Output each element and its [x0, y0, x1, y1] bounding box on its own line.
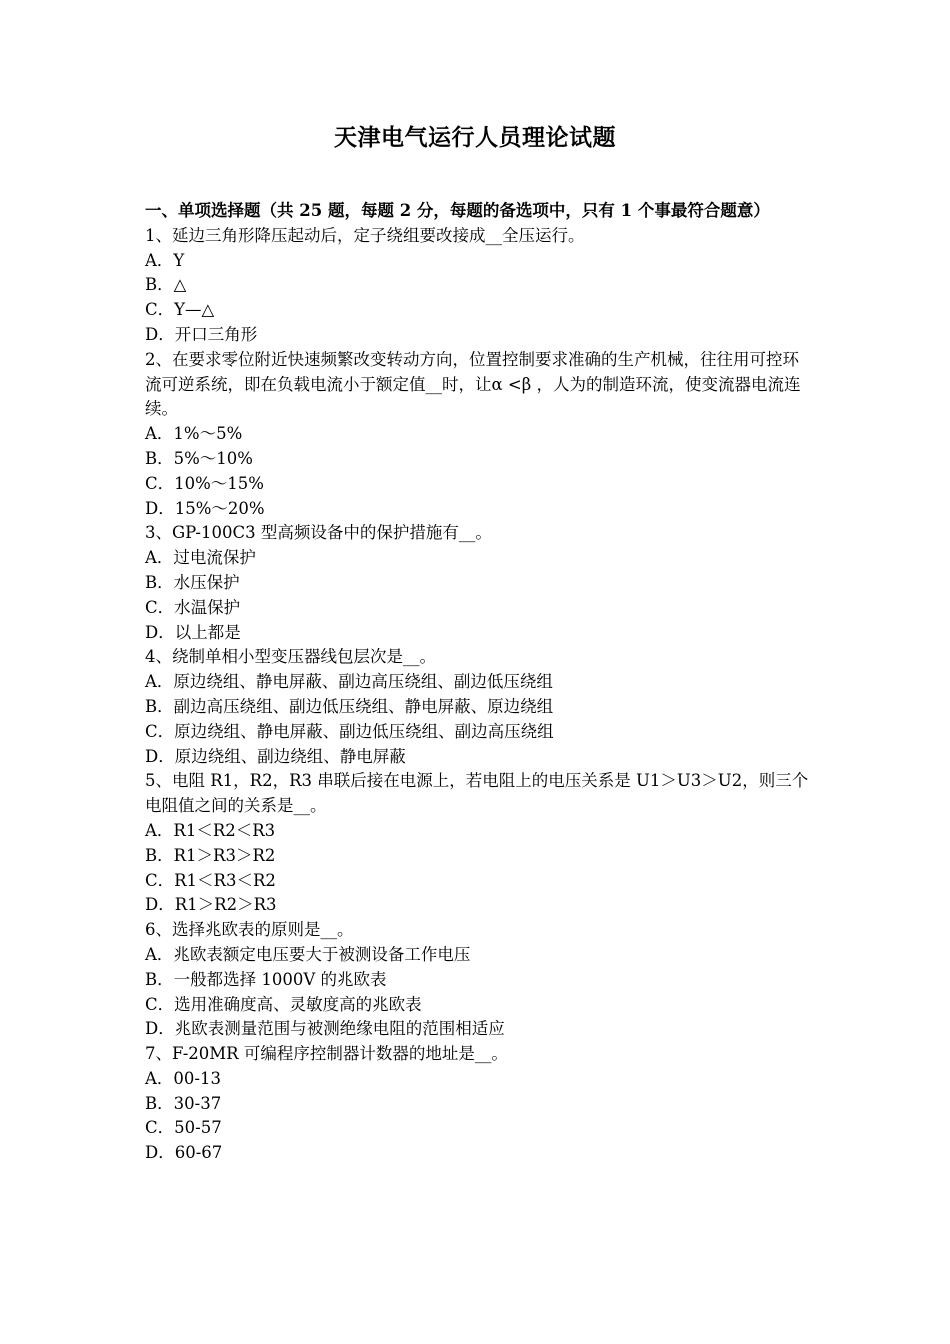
option-d: D．以上都是	[145, 622, 241, 642]
option-d: D．60-67	[145, 1143, 223, 1163]
section-heading: 一、单项选择题（共 25 题，每题 2 分，每题的备选项中，只有 1 个事最符合题意）	[145, 201, 770, 220]
option-c: C．水温保护	[145, 597, 241, 617]
option-b: B．R1＞R3＞R2	[145, 845, 276, 865]
document-title: 天津电气运行人员理论试题	[334, 124, 616, 151]
option-b: B．一般都选择 1000V 的兆欧表	[145, 969, 387, 989]
question-block	[145, 348, 810, 522]
question-block	[145, 918, 810, 1042]
document-content	[145, 199, 810, 1166]
option-a: A．Y	[145, 250, 185, 270]
option-d: D．兆欧表测量范围与被测绝缘电阻的范围相适应	[145, 1019, 505, 1039]
option-b: B．30-37	[145, 1093, 222, 1113]
option-d: D．15%～20%	[145, 498, 265, 518]
question-block	[145, 645, 810, 769]
option-a: A．原边绕组、静电屏蔽、副边高压绕组、副边低压绕组	[145, 672, 553, 692]
question-block	[145, 1042, 810, 1166]
option-c: C．50-57	[145, 1118, 222, 1138]
option-c: C．Y—△	[145, 300, 215, 320]
option-a: A．1%～5%	[145, 424, 243, 444]
question-text: 3、GP-100C3 型高频设备中的保护措施有__。	[145, 523, 492, 543]
option-a: A．R1＜R2＜R3	[145, 820, 276, 840]
question-text: 7、F-20MR 可编程序控制器计数器的地址是__。	[145, 1044, 508, 1064]
option-a: A．兆欧表额定电压要大于被测设备工作电压	[145, 944, 471, 964]
question-text: 6、选择兆欧表的原则是__。	[145, 920, 354, 940]
option-b: B．水压保护	[145, 572, 240, 592]
option-c: C．10%～15%	[145, 473, 264, 493]
option-b: B．△	[145, 275, 187, 295]
question-text: 1、延边三角形降压起动后，定子绕组要改接成__全压运行。	[145, 225, 585, 245]
option-a: A．过电流保护	[145, 548, 256, 568]
option-a: A．00-13	[145, 1068, 221, 1088]
option-c: C．选用准确度高、灵敏度高的兆欧表	[145, 994, 422, 1014]
option-b: B．副边高压绕组、副边低压绕组、静电屏蔽、原边绕组	[145, 696, 554, 716]
option-d: D．开口三角形	[145, 324, 258, 344]
option-d: D．R1＞R2＞R3	[145, 895, 277, 915]
option-d: D．原边绕组、副边绕组、静电屏蔽	[145, 746, 406, 766]
question-block	[145, 224, 810, 348]
option-c: C．R1＜R3＜R2	[145, 870, 276, 890]
question-text: 5、电阻 R1，R2，R3 串联后接在电源上，若电阻上的电压关系是 U1＞U3＞U2，则三个电阻值之间的关系是__。	[145, 771, 809, 816]
question-text: 4、绕制单相小型变压器线包层次是__。	[145, 647, 436, 667]
option-c: C．原边绕组、静电屏蔽、副边低压绕组、副边高压绕组	[145, 721, 554, 741]
question-block	[145, 521, 810, 645]
question-block	[145, 769, 810, 918]
question-text: 2、在要求零位附近快速频繁改变转动方向，位置控制要求准确的生产机械，往往用可控环流可逆系统，即在负载电流小于额定值__时，让α <β ，人为的制造环流，使变流器电流连续。	[145, 349, 801, 419]
option-b: B．5%～10%	[145, 448, 253, 468]
